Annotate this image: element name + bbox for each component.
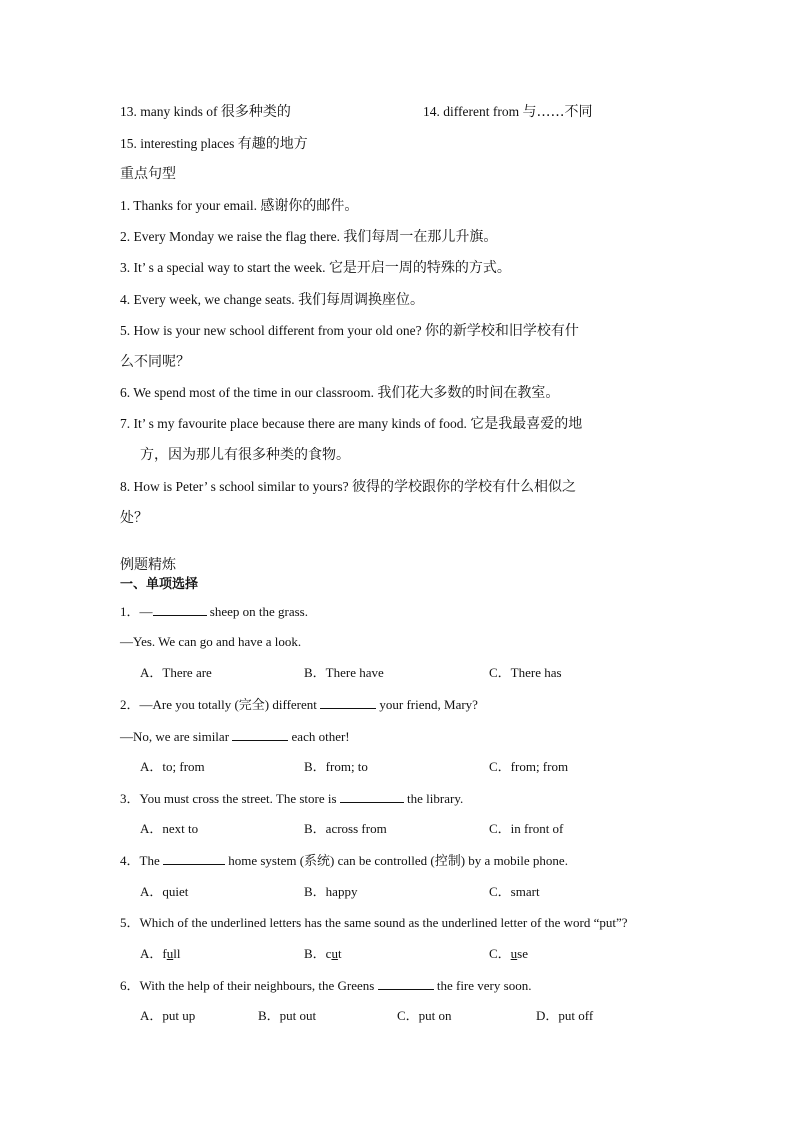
question-2-option-c: C．from; from xyxy=(489,759,569,774)
vocab-15-en: 15. interesting places xyxy=(120,136,238,151)
vocab-14-en: 14. different from xyxy=(423,104,523,119)
question-1 xyxy=(120,601,308,622)
sentence-5-cn-cont: 么不同呢？ xyxy=(120,354,190,370)
question-2 xyxy=(120,694,478,715)
option-text: c xyxy=(325,946,332,961)
sentence-7-en: 7. It’ s my favourite place because there are many kinds of food. xyxy=(120,416,471,431)
underlined-letter: u xyxy=(166,946,174,961)
sentence-3-cn: 它是开启一周的特殊的方式。 xyxy=(328,260,511,276)
question-2-reply xyxy=(120,726,350,747)
vocab-13-en: 13. many kinds of xyxy=(120,104,221,119)
sentence-2-cn: 我们每周一在那儿升旗。 xyxy=(343,229,498,245)
sentence-6-en: 6. We spend most of the time in our classroom. xyxy=(120,385,378,400)
question-6-option-d: D．put off xyxy=(536,1008,594,1023)
answer-blank xyxy=(340,788,404,803)
sentence-4 xyxy=(120,290,424,310)
sentence-8-cn-cont: 处？ xyxy=(120,510,148,526)
sentence-7-cn: 它是我最喜爱的地 xyxy=(470,416,583,432)
sentence-5-cn: 你的新学校和旧学校有什 xyxy=(424,323,579,339)
key-sentences-heading: 重点句型 xyxy=(120,166,176,182)
vocab-item-15 xyxy=(120,134,308,154)
question-6-option-c: C．put on xyxy=(397,1008,452,1023)
underlined-letter: u xyxy=(331,946,338,961)
question-2-reply-pre: —No, we are similar xyxy=(120,729,233,744)
question-4 xyxy=(120,850,568,871)
question-1-post: sheep on the grass. xyxy=(206,604,308,619)
question-5-option-c xyxy=(489,944,528,964)
question-5-option-a xyxy=(140,944,180,964)
question-4-option-b: B．happy xyxy=(304,884,358,899)
question-2-option-a: A．to; from xyxy=(140,759,205,774)
question-2-pre: 2．—Are you totally (完全) different xyxy=(120,697,321,712)
sentence-3 xyxy=(120,258,511,278)
question-5: 5．Which of the underlined letters has the same sound as the underlined letter of the word “put”? xyxy=(120,915,628,930)
question-4-pre: 4．The xyxy=(120,853,163,868)
sentence-8-en: 8. How is Peter’ s school similar to yours? xyxy=(120,479,352,494)
option-text: t xyxy=(337,946,342,961)
option-label: B． xyxy=(304,946,326,961)
question-3-post: the library. xyxy=(403,791,464,806)
answer-blank xyxy=(232,726,288,741)
sentence-5-en: 5. How is your new school different from your old one? xyxy=(120,323,425,338)
question-1-option-a: A．There are xyxy=(140,665,212,680)
sentence-6-cn: 我们花大多数的时间在教室。 xyxy=(377,385,560,401)
answer-blank xyxy=(153,601,207,616)
question-3 xyxy=(120,788,463,809)
question-4-option-c: C．smart xyxy=(489,884,540,899)
underlined-letter: u xyxy=(510,946,518,961)
sentence-8-cn: 彼得的学校跟你的学校有什么相似之 xyxy=(351,479,576,495)
sentence-5 xyxy=(120,321,579,341)
question-1-option-c: C．There has xyxy=(489,665,562,680)
question-6-pre: 6．With the help of their neighbours, the Greens xyxy=(120,978,378,993)
answer-blank xyxy=(320,694,376,709)
vocab-13-cn: 很多种类的 xyxy=(220,104,291,120)
section-single-choice: 一、单项选择 xyxy=(120,577,199,592)
question-6-post: the fire very soon. xyxy=(433,978,532,993)
sentence-2-en: 2. Every Monday we raise the flag there. xyxy=(120,229,344,244)
option-text: ll xyxy=(173,946,181,961)
sentence-4-cn: 我们每周调换座位。 xyxy=(298,292,425,308)
question-1-pre: 1．— xyxy=(120,604,153,619)
sentence-1-cn: 感谢你的邮件。 xyxy=(260,198,359,214)
question-5-option-b xyxy=(304,944,342,964)
option-label: C． xyxy=(489,946,511,961)
question-3-option-a: A．next to xyxy=(140,821,199,836)
question-1-reply: —Yes. We can go and have a look. xyxy=(120,634,302,649)
sentence-1 xyxy=(120,196,358,216)
sentence-7 xyxy=(120,414,582,434)
option-text: se xyxy=(517,946,529,961)
question-4-post: home system (系统) can be controlled (控制) by a mobile phone. xyxy=(224,853,568,868)
sentence-3-en: 3. It’ s a special way to start the week. xyxy=(120,260,329,275)
vocab-item-14 xyxy=(423,102,592,122)
exercises-heading: 例题精炼 xyxy=(120,557,176,573)
option-text: f xyxy=(162,946,167,961)
sentence-2 xyxy=(120,227,497,247)
option-label: A． xyxy=(140,946,163,961)
sentence-8 xyxy=(120,477,576,497)
question-6 xyxy=(120,975,531,996)
sentence-4-en: 4. Every week, we change seats. xyxy=(120,292,299,307)
question-3-pre: 3．You must cross the street. The store is xyxy=(120,791,340,806)
vocab-14-cn: 与……不同 xyxy=(522,104,593,120)
question-3-option-c: C．in front of xyxy=(489,821,564,836)
question-3-option-b: B．across from xyxy=(304,821,387,836)
sentence-1-en: 1. Thanks for your email. xyxy=(120,198,261,213)
question-2-reply-post: each other! xyxy=(288,729,350,744)
vocab-item-13 xyxy=(120,102,291,122)
question-6-option-b: B．put out xyxy=(258,1008,317,1023)
question-2-post: your friend, Mary? xyxy=(376,697,478,712)
question-2-option-b: B．from; to xyxy=(304,759,368,774)
vocab-15-cn: 有趣的地方 xyxy=(237,136,308,152)
answer-blank xyxy=(378,975,434,990)
question-4-option-a: A．quiet xyxy=(140,884,189,899)
answer-blank xyxy=(163,850,225,865)
sentence-6 xyxy=(120,383,559,403)
question-1-option-b: B．There have xyxy=(304,665,384,680)
sentence-7-cn-cont: 方，因为那儿有很多种类的食物。 xyxy=(140,447,350,463)
question-6-option-a: A．put up xyxy=(140,1008,196,1023)
